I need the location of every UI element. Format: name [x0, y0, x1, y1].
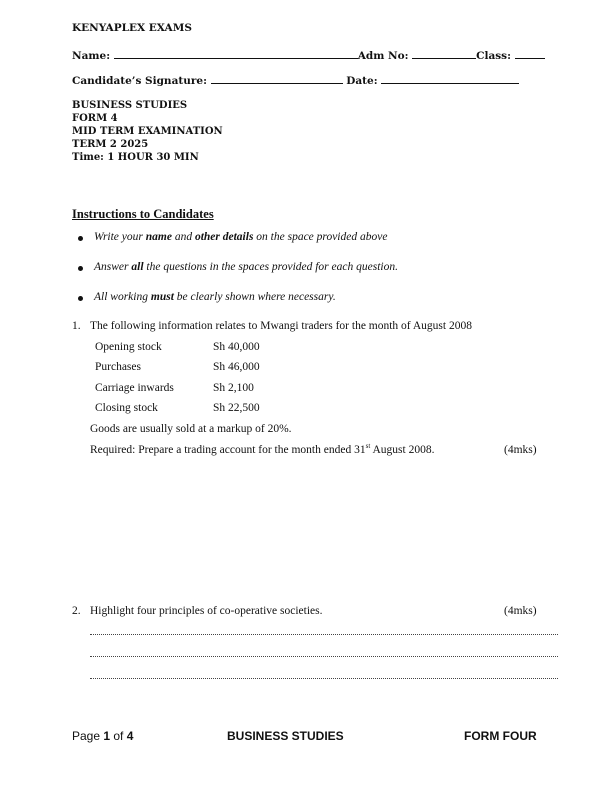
exam-time: Time: 1 HOUR 30 MIN — [72, 152, 199, 163]
q1-row-label: Opening stock — [95, 341, 162, 353]
adm-label: Adm No: — [357, 50, 409, 62]
q1-answer-area[interactable] — [90, 465, 558, 595]
page-indicator: Page 1 of 4 — [72, 729, 134, 743]
q1-required: Required: Prepare a trading account for the month ended 31st August 2008. — [90, 442, 435, 456]
exam-details — [72, 99, 223, 164]
signature-label: Candidate’s Signature: — [72, 75, 207, 87]
q1-row-label: Closing stock — [95, 402, 158, 414]
q1-marks: (4mks) — [504, 444, 537, 456]
q1-text: The following information relates to Mwangi traders for the month of August 2008 — [90, 320, 472, 332]
class-field[interactable] — [515, 49, 545, 59]
exam-term: TERM 2 2025 — [72, 139, 149, 150]
q2-number: 2. — [72, 605, 81, 617]
exam-name: MID TERM EXAMINATION — [72, 126, 223, 137]
bullet-icon — [78, 266, 83, 271]
q1-row-label: Carriage inwards — [95, 382, 174, 394]
school-name: KENYAPLEX EXAMS — [72, 22, 192, 34]
q1-note: Goods are usually sold at a markup of 20%. — [90, 423, 292, 435]
q2-text: Highlight four principles of co-operative societies. — [90, 605, 323, 617]
q1-row-value: Sh 22,500 — [213, 402, 260, 414]
date-field[interactable] — [381, 74, 519, 84]
q1-row-value: Sh 2,100 — [213, 382, 254, 394]
adm-field[interactable] — [412, 49, 476, 59]
q1-row-value: Sh 40,000 — [213, 341, 260, 353]
bullet-icon — [78, 236, 83, 241]
instruction-item-3: All working must be clearly shown where necessary. — [94, 291, 336, 303]
signature-field[interactable] — [211, 74, 343, 84]
q2-marks: (4mks) — [504, 605, 537, 617]
answer-line[interactable] — [90, 634, 558, 635]
signature-row — [72, 74, 519, 87]
instructions-title: Instructions to Candidates — [72, 207, 214, 221]
bullet-icon — [78, 296, 83, 301]
answer-line[interactable] — [90, 678, 558, 679]
name-field[interactable] — [114, 49, 358, 59]
exam-subject: BUSINESS STUDIES — [72, 100, 188, 111]
footer-subject: BUSINESS STUDIES — [227, 729, 344, 743]
q1-number: 1. — [72, 320, 81, 332]
answer-line[interactable] — [90, 656, 558, 657]
name-row — [72, 49, 545, 62]
q1-row-label: Purchases — [95, 361, 141, 373]
exam-form: FORM 4 — [72, 113, 118, 124]
q1-row-value: Sh 46,000 — [213, 361, 260, 373]
instruction-item-1: Write your name and other details on the space provided above — [94, 231, 388, 243]
class-label: Class: — [476, 50, 511, 62]
footer-form: FORM FOUR — [464, 729, 537, 743]
date-label: Date: — [346, 75, 378, 87]
name-label: Name: — [72, 50, 111, 62]
instruction-item-2: Answer all the questions in the spaces provided for each question. — [94, 261, 398, 273]
